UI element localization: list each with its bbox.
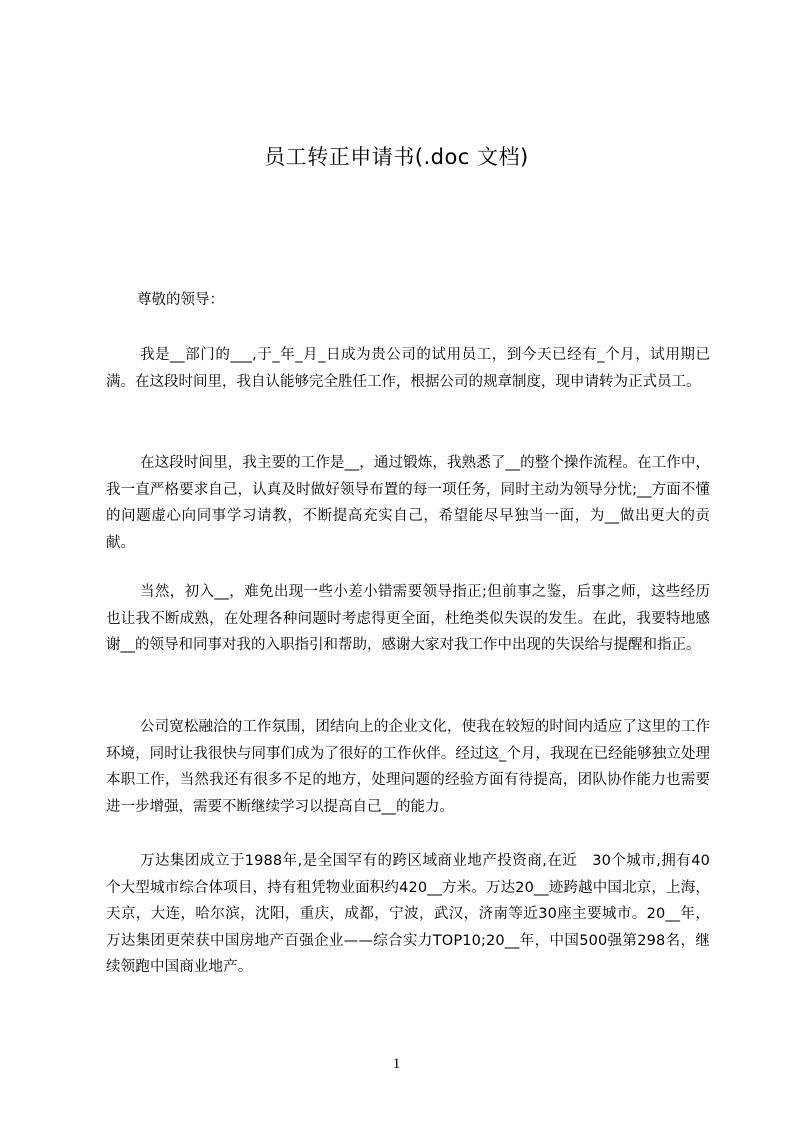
salutation: 尊敬的领导： [137,292,224,308]
body-paragraph-5: 万达集团成立于1988年,是全国罕有的跨区域商业地产投资商,在近 30个城市,拥有40个大型城市综合体项目，持有租凭物业面积约420__方米。万达20__迹跨越中国北京，上海，天京，大连，哈尔滨，沈阳，重庆，成都，宁波，武汉，济南等近30座主要城市。20__年，万达集团更荣获中国房地产百强企业——综合实力TOP10;20__年，中国500强第298名，继续领跑中国商业地产。 [106,853,710,975]
page-number: 1 [392,1056,401,1072]
body-paragraph-4: 公司宽松融洽的工作氛围，团结向上的企业文化，使我在较短的时间内适应了这里的工作环境，同时让我很快与同事们成为了很好的工作伙伴。经过这_个月，我现在已经能够独立处理本职工作，当然我还有很多不足的地方，处理问题的经验方面有待提高，团队协作能力也需要进一步增强，需要不断继续学习以提高自己__的能力。 [106,719,710,815]
document-title: 员工转正申请书(.doc 文档) [264,145,529,169]
body-paragraph-1: 我是__部门的___,于_年_月_日成为贵公司的试用员工，到今天已经有_个月，试用期已满。在这段时间里，我自认能够完全胜任工作，根据公司的规章制度，现申请转为正式员工。 [106,347,710,390]
body-paragraph-2: 在这段时间里，我主要的工作是__，通过锻炼，我熟悉了__的整个操作流程。在工作中，我一直严格要求自己，认真及时做好领导布置的每一项任务，同时主动为领导分忧;__方面不懂的问题虚心向同事学习请教，不断提高充实自己，希望能尽早独当一面，为__做出更大的贡献。 [106,455,710,551]
body-paragraph-3: 当然，初入__，难免出现一些小差小错需要领导指正;但前事之鉴，后事之师，这些经历也让我不断成熟，在处理各种问题时考虑得更全面，杜绝类似失误的发生。在此，我要特地感谢__的领导和同事对我的入职指引和帮助，感谢大家对我工作中出现的失误给与提醒和指正。 [106,584,710,653]
